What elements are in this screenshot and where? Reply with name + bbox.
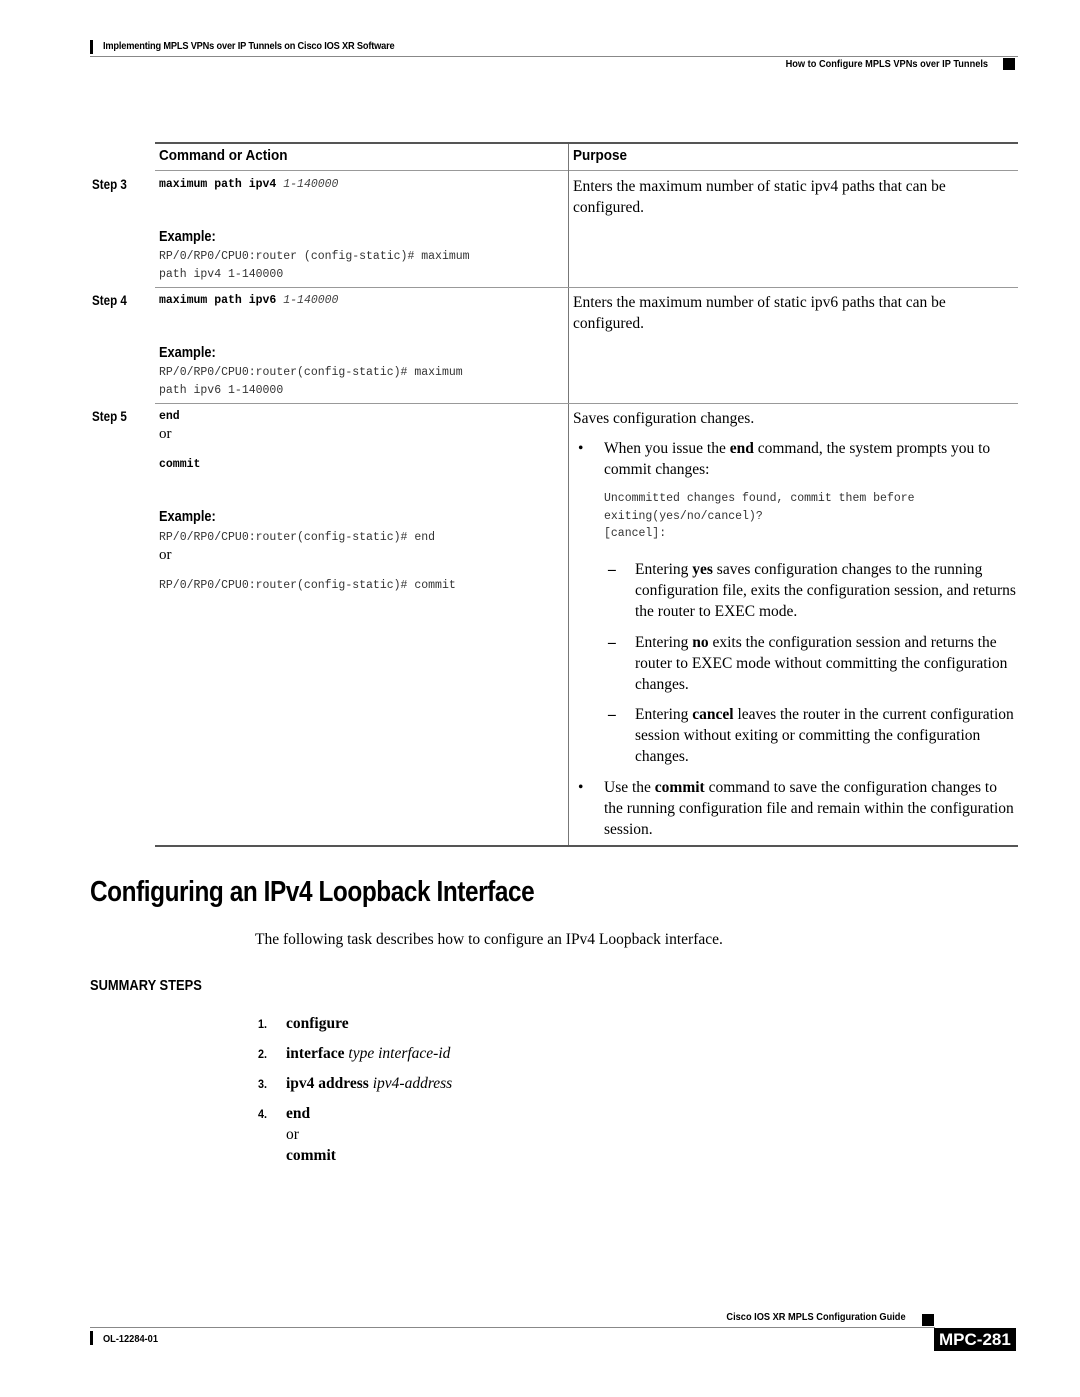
column-header-purpose: Purpose	[573, 147, 628, 164]
footer-bar-mark	[90, 1331, 93, 1345]
purpose-text: Saves configuration changes.	[573, 410, 755, 427]
example-label: Example:	[159, 345, 216, 361]
header-bar-mark	[90, 40, 93, 54]
or-text: or	[159, 547, 172, 563]
chapter-title: Implementing MPLS VPNs over IP Tunnels on Cisco IOS XR Software	[103, 40, 395, 52]
table-top-rule	[155, 142, 1018, 144]
footer-square-mark	[922, 1314, 934, 1326]
example-code: RP/0/RP0/CPU0:router(config-static)# end	[159, 531, 436, 544]
command-alt-text: commit	[159, 458, 201, 471]
purpose-text: Enters the maximum number of static ipv4 paths that can be configured.	[573, 178, 946, 216]
command-text: maximum path ipv4 1-140000	[159, 178, 339, 191]
bullet-icon: •	[578, 779, 584, 796]
step-number: 2.	[258, 1047, 268, 1061]
doc-number: OL-12284-01	[103, 1333, 158, 1345]
column-header-command: Command or Action	[159, 147, 288, 164]
page-number: MPC-281	[934, 1328, 1016, 1351]
step-label: Step 5	[92, 409, 127, 424]
example-code: RP/0/RP0/CPU0:router(config-static)# maximum path ipv6 1-140000	[159, 366, 463, 397]
dash-icon: –	[608, 706, 616, 723]
bullet-icon: •	[578, 440, 584, 457]
row-rule	[155, 287, 1018, 288]
footer-rule	[90, 1327, 935, 1328]
header-row-rule	[155, 170, 1018, 171]
step-label: Step 3	[92, 177, 127, 192]
dash-icon: –	[608, 634, 616, 651]
column-divider	[568, 144, 569, 846]
section-running-title: How to Configure MPLS VPNs over IP Tunnels	[785, 58, 988, 70]
header-square-mark	[1003, 58, 1015, 70]
command-text: maximum path ipv6 1-140000	[159, 294, 339, 307]
intro-paragraph: The following task describes how to configure an IPv4 Loopback interface.	[255, 931, 723, 948]
example-code: RP/0/RP0/CPU0:router(config-static)# commit	[159, 579, 456, 592]
section-heading: Configuring an IPv4 Loopback Interface	[90, 876, 535, 908]
step-number: 1.	[258, 1017, 268, 1031]
or-text: or	[159, 426, 172, 442]
header-rule	[90, 56, 1018, 57]
step-number: 3.	[258, 1077, 268, 1091]
step-label: Step 4	[92, 293, 127, 308]
example-label: Example:	[159, 229, 216, 245]
row-rule	[155, 403, 1018, 404]
guide-title: Cisco IOS XR MPLS Configuration Guide	[726, 1311, 906, 1323]
table-bottom-rule	[155, 845, 1018, 847]
summary-steps-heading: SUMMARY STEPS	[90, 977, 202, 994]
example-label: Example:	[159, 509, 216, 525]
example-code: RP/0/RP0/CPU0:router (config-static)# maximum path ipv4 1-140000	[159, 250, 470, 281]
prompt-code: Uncommitted changes found, commit them before exiting(yes/no/cancel)? [cancel]:	[604, 492, 915, 540]
dash-icon: –	[608, 561, 616, 578]
purpose-text: Enters the maximum number of static ipv6 paths that can be configured.	[573, 294, 946, 332]
step-number: 4.	[258, 1107, 268, 1121]
command-text: end	[159, 410, 180, 423]
